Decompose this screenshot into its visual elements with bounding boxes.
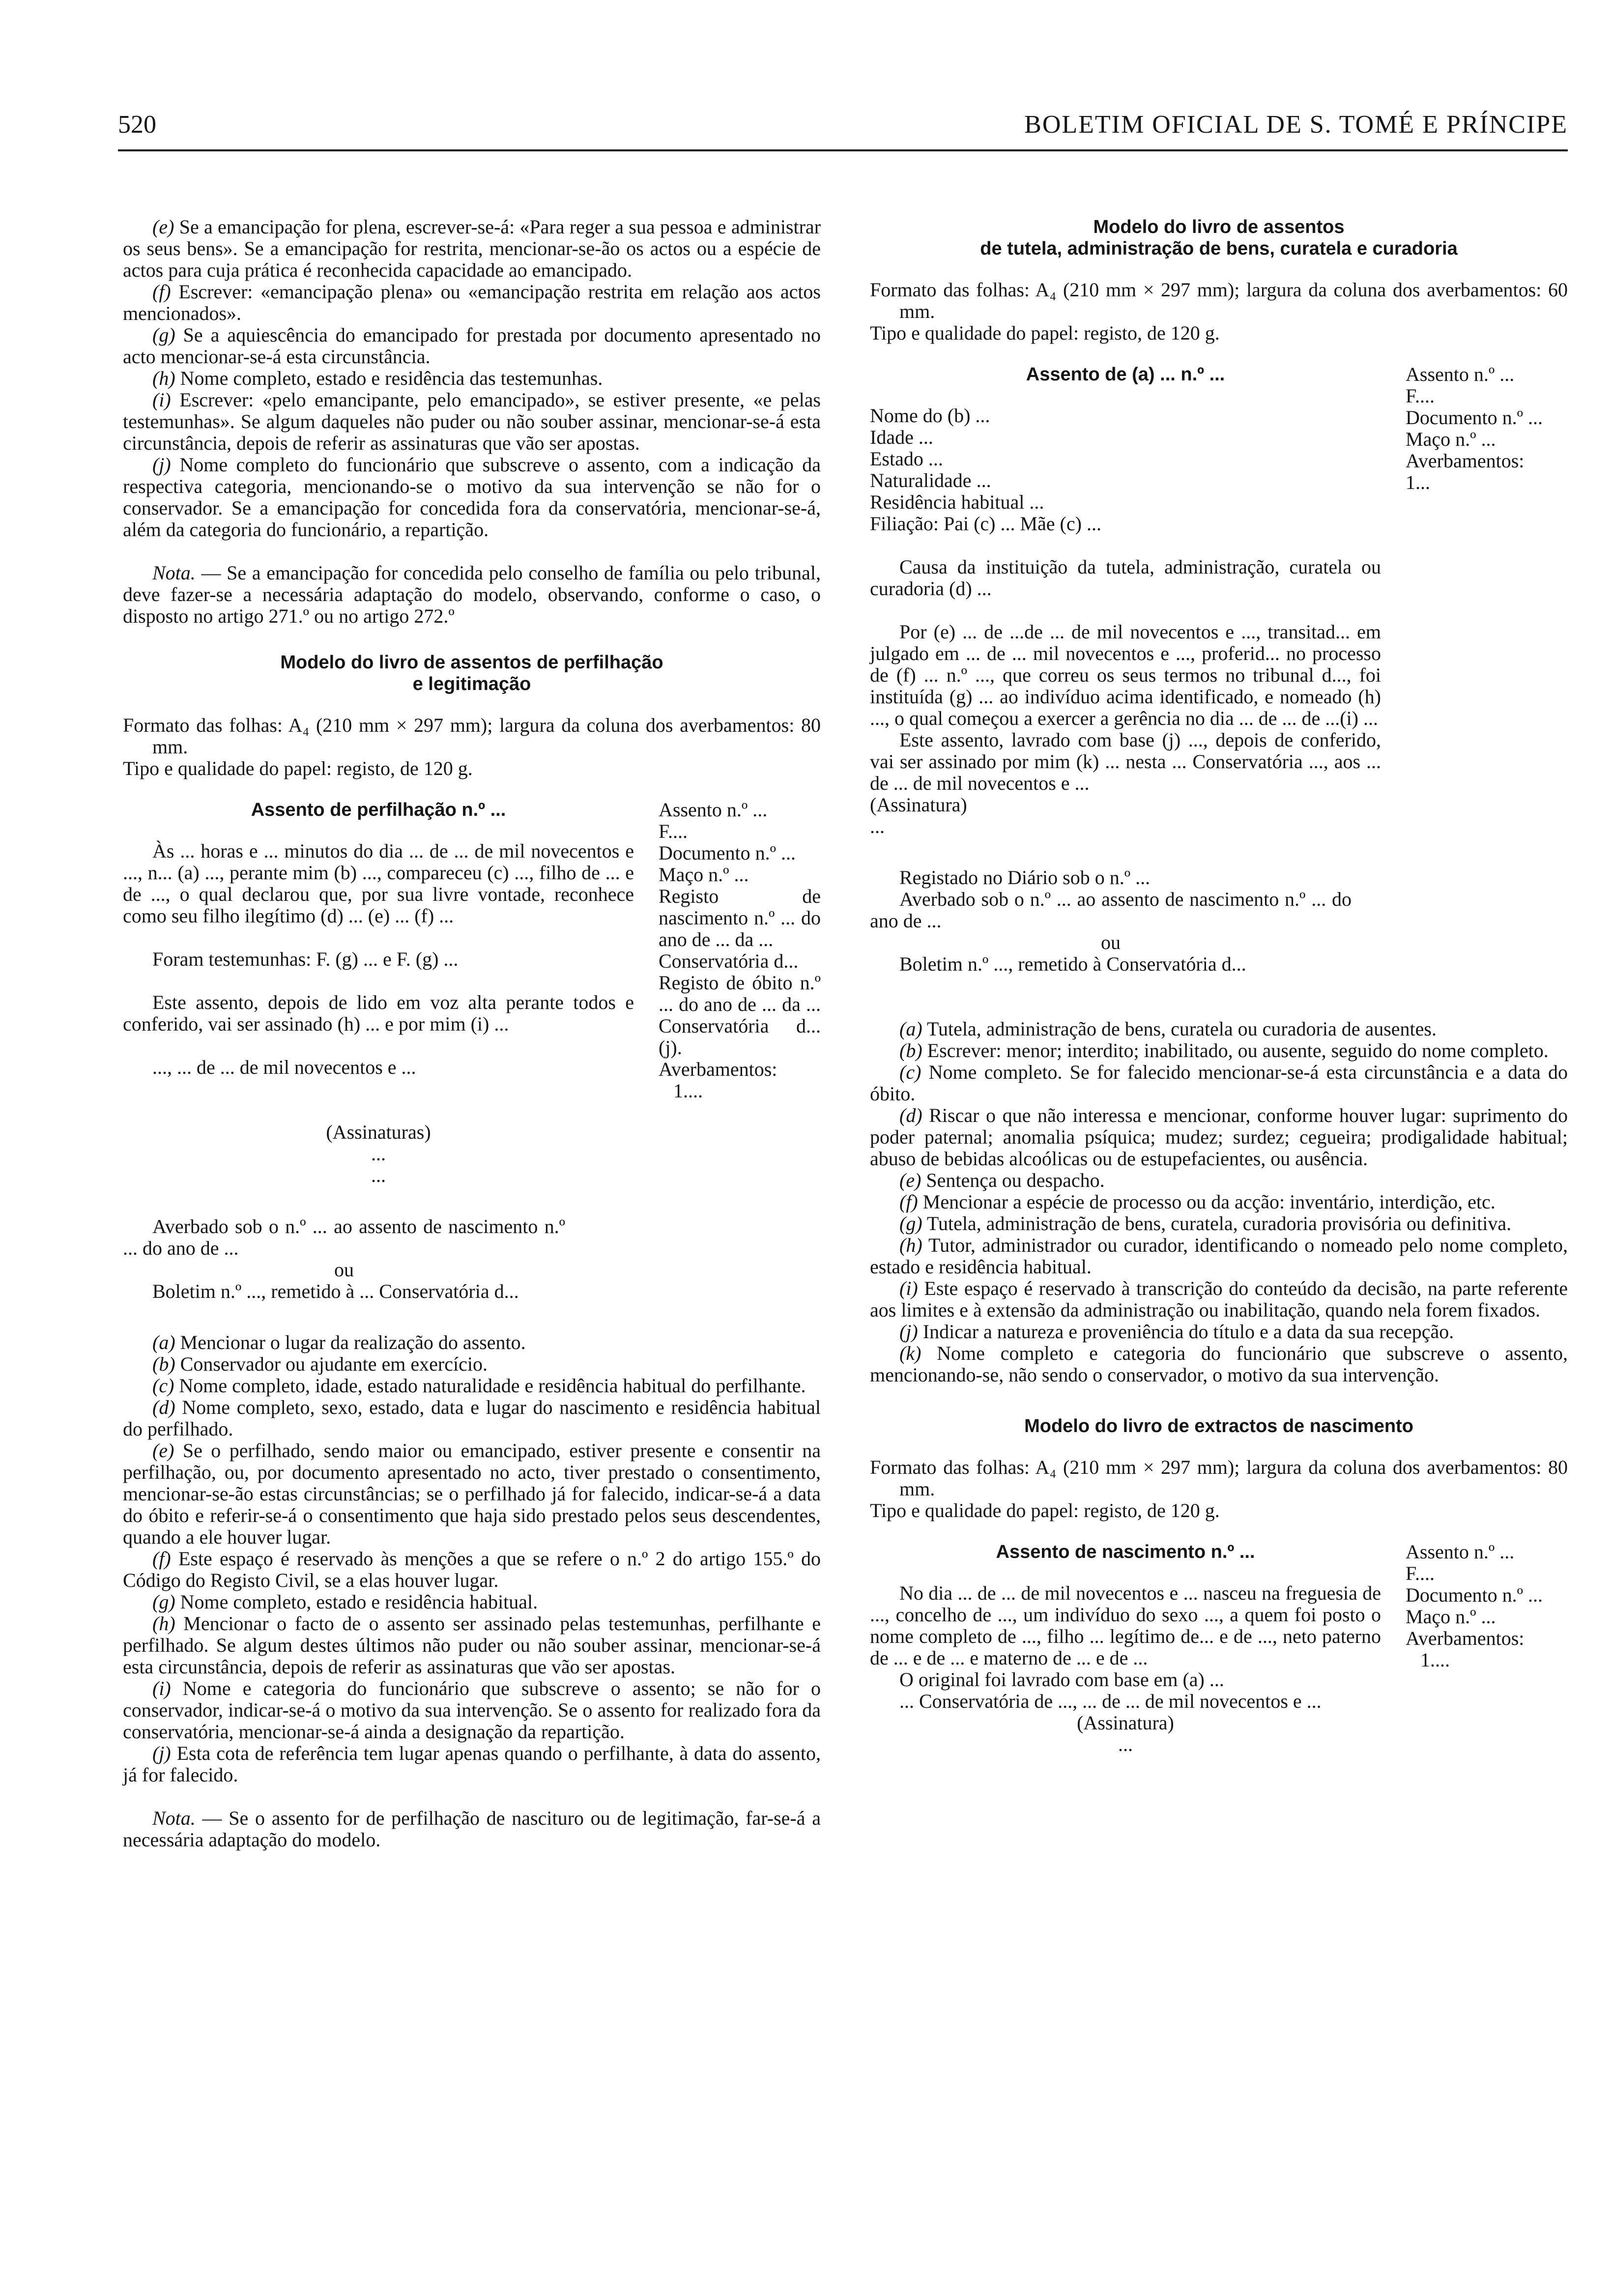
side-field: Maço n.º ... [1406, 428, 1496, 450]
nota-text: — Se a emancipação for concedida pelo conselho de família ou pelo tribunal, deve fazer-se a necessária adaptação do modelo, observando, conforme o caso, o disposto no artigo 271.º ou no artigo 272.º [123, 562, 821, 627]
signature-label: (Assinatura) [870, 794, 967, 816]
footnote-text: Indicar a natureza e proveniência do título e a data da sua recepção. [922, 1320, 1454, 1343]
note-text: Se a aquiescência do emancipado for prestada por documento apresentado no acto mencionar-se-á esta circunstância. [123, 324, 821, 368]
record-title: Assento de (a) ... n.º ... [1026, 364, 1225, 385]
footnote-label: (f) [152, 1548, 171, 1570]
footnote-label: (d) [152, 1396, 175, 1418]
intro-notes [123, 216, 821, 541]
right-column [870, 216, 1568, 1755]
original-line: O original foi lavrado com base em (a) ... [899, 1668, 1224, 1691]
format-line: Formato das folhas: A₄ (210 mm × 297 mm); largura da coluna dos averbamentos: 80 mm. [123, 714, 821, 758]
side-field: Registo de óbito n.º ... do ano de ... da ... Conservatória d... (j). [659, 972, 821, 1059]
record-closing: Este assento, depois de lido em voz alta perante todos e conferido, vai ser assinado (h) ... e por mim (i) ... [123, 991, 634, 1035]
footnote-label: (d) [899, 1104, 922, 1126]
footnote-text: Se o perfilhado, sendo maior ou emancipado, estiver presente e consentir na perfilhação, ou, por documento apresentado no acto, tiver prestado o consentimento, mencionar-se-ão estas circunstâncias; se o perfilhado já for falecido, indicar-se-á a data do óbito e referir-se-á o consentimento que haja sido prestado pelos seus descendentes, quando a ele houver lugar. [123, 1439, 821, 1548]
record-side-column [1406, 364, 1568, 837]
footnote-text: Nome completo, sexo, estado, data e lugar do nascimento e residência habitual do perfilhado. [123, 1396, 821, 1440]
model-title-line: Modelo do livro de assentos de perfilhação [280, 652, 663, 673]
footnote-text: Riscar o que não interessa e mencionar, conforme houver lugar: suprimento do poder paternal; anomalia psíquica; mudez; surdez; cegueira; prodigalidade habitual; abuso de bebidas alcoólicas ou de estupefacientes, ou ausência. [870, 1104, 1568, 1170]
footnote-label: (j) [152, 1742, 171, 1764]
footnote-text: Mencionar o lugar da realização do assento. [180, 1331, 526, 1353]
paper-line: Tipo e qualidade do papel: registo, de 120 g. [123, 757, 473, 779]
footnote-label: (a) [899, 1018, 922, 1040]
ellipsis: ... [870, 815, 885, 837]
side-field: Assento n.º ... [1406, 363, 1515, 385]
footnote-text: Mencionar a espécie de processo ou da acção: inventário, interdição, etc. [922, 1191, 1496, 1213]
footnote-text: Nome completo e categoria do funcionário que subscreve o assento, mencionando-se, não sendo o conservador, o motivo da sua intervenção. [870, 1342, 1568, 1386]
ou-line: ou [334, 1259, 354, 1281]
side-field: Assento n.º ... [659, 799, 768, 821]
record-body: No dia ... de ... de mil novecentos e ... nasceu na freguesia de ..., concelho de ..., um indivíduo do sexo ..., a quem foi posto o nome completo de ..., filho ... legítimo de... e de ..., neto paterno de ... e de ... e materno de ... e de ... [870, 1582, 1381, 1669]
model-heading-extractos: Modelo do livro de extractos de nascimento [1024, 1416, 1413, 1436]
footnote-text: Nome completo, idade, estado naturalidade e residência habitual do perfilhante. [179, 1375, 806, 1397]
side-field: Assento n.º ... [1406, 1541, 1515, 1563]
side-field: 1.... [673, 1080, 703, 1102]
footnote-text: Este espaço é reservado às menções a que se refere o n.º 2 do artigo 155.º do Código do Registo Civil, se a elas houver lugar. [123, 1548, 821, 1591]
ellipsis: ... [371, 1164, 386, 1186]
footnote-text: Mencionar o facto de o assento ser assinado pelas testemunhas, perfilhante e perfilhado. Se algum destes últimos não puder ou não souber assinar, mencionar-se-á esta circunstância, depois de referir as assinaturas que vão ser apostas. [123, 1612, 821, 1678]
model-title-line: Modelo do livro de assentos [1093, 217, 1345, 237]
record-field: Residência habitual ... [870, 491, 1044, 513]
format-spec [870, 279, 1568, 344]
footnote-label: (b) [152, 1353, 175, 1375]
footnote-label: (f) [899, 1191, 918, 1213]
side-field: Averbamentos: [1406, 450, 1525, 472]
nota-paragraph [123, 562, 821, 627]
record-field: Naturalidade ... [870, 469, 991, 491]
footnote-text: Tutela, administração de bens, curatela ou curadoria de ausentes. [926, 1018, 1437, 1040]
footnote-label: (h) [899, 1234, 922, 1256]
registado-line: Registado no Diário sob o n.º ... [899, 866, 1151, 889]
footnote-label: (c) [899, 1061, 921, 1083]
footnotes-perfilhacao [123, 1332, 821, 1786]
format-line: Formato das folhas: A₄ (210 mm × 297 mm); largura da coluna dos averbamentos: 80 mm. [870, 1456, 1568, 1500]
side-field: F.... [659, 820, 688, 842]
boletim-line: Boletim n.º ..., remetido à ... Conservatória d... [152, 1280, 519, 1302]
note-label: (j) [152, 454, 171, 476]
footnote-text: Nome completo. Se for falecido mencionar-se-á esta circunstância e a data do óbito. [870, 1061, 1568, 1105]
nota-label: Nota. [152, 1807, 196, 1829]
format-spec [123, 715, 821, 779]
signature-label: (Assinatura) [1077, 1712, 1174, 1734]
record-field: Estado ... [870, 448, 943, 470]
side-field: 1.... [1420, 1649, 1450, 1671]
record-field: Idade ... [870, 426, 933, 448]
ellipsis: ... [371, 1143, 386, 1165]
nota-paragraph [123, 1808, 821, 1851]
footnote-label: (g) [899, 1212, 922, 1234]
averbado-line: Averbado sob o n.º ... ao assento de nascimento n.º ... do ano de ... [123, 1215, 565, 1259]
model-title-line: de tutela, administração de bens, curatela e curadoria [980, 238, 1458, 259]
footnote-label: (i) [152, 1677, 171, 1699]
footnote-text: Esta cota de referência tem lugar apenas quando o perfilhante, à data do assento, já for falecido. [123, 1742, 821, 1786]
footnote-label: (c) [152, 1375, 174, 1397]
record-side-column [1406, 1541, 1568, 1755]
note-text: Nome completo, estado e residência das testemunhas. [180, 367, 603, 389]
record-side-column [659, 799, 821, 1186]
note-label: (i) [152, 389, 171, 411]
ou-line: ou [1101, 931, 1121, 953]
record-title: Assento de nascimento n.º ... [996, 1542, 1255, 1562]
side-field: Registo de nascimento n.º ... do ano de ... da ... [659, 885, 821, 950]
record-title: Assento de perfilhação n.º ... [251, 800, 506, 820]
averbado-line: Averbado sob o n.º ... ao assento de nascimento n.º ... do ano de ... [870, 888, 1352, 932]
nota-label: Nota. [152, 562, 196, 584]
side-field: F.... [1406, 1562, 1435, 1584]
side-field: Maço n.º ... [659, 863, 749, 886]
record-field: Filiação: Pai (c) ... Mãe (c) ... [870, 513, 1101, 535]
record-template-perfilhacao [123, 799, 821, 1186]
record-template-nascimento [870, 1541, 1568, 1755]
side-field: Documento n.º ... [1406, 406, 1543, 429]
footnote-text: Tutor, administrador ou curador, identificando o nomeado pelo nome completo, estado e residência habitual. [870, 1234, 1568, 1278]
footnote-text: Sentença ou despacho. [926, 1169, 1105, 1191]
side-field: F.... [1406, 385, 1435, 407]
note-text: Nome completo do funcionário que subscreve o assento, com a indicação da respectiva categoria, mencionando-se o motivo da sua intervenção se não for o conservador. Se a emancipação for concedida fora da conservatória, mencionar-se-á, além da categoria do funcionário, a repartição. [123, 454, 821, 541]
page-number: 520 [118, 111, 156, 139]
side-field: Documento n.º ... [1406, 1584, 1543, 1606]
footnote-label: (i) [899, 1277, 918, 1299]
footnote-text: Este espaço é reservado à transcrição do conteúdo da decisão, na parte referente aos limites e à extensão da administração ou inabilitação, quando nela forem fixados. [870, 1277, 1568, 1321]
format-line: Formato das folhas: A₄ (210 mm × 297 mm); largura da coluna dos averbamentos: 60 mm. [870, 279, 1568, 322]
footnote-label: (e) [899, 1169, 921, 1191]
model-title-line: e legitimação [412, 674, 531, 694]
record-body: Às ... horas e ... minutos do dia ... de ... de mil novecentos e ..., n... (a) ..., perante mim (b) ..., compareceu (c) ..., filho de ... e de ..., o qual declarou que, por sua livre vontade, reconhece como seu filho ilegítimo (d) ... (e) ... (f) ... [123, 840, 634, 927]
footnote-text: Escrever: menor; interdito; inabilitado, ou ausente, seguido do nome completo. [927, 1039, 1549, 1062]
note-label: (e) [152, 216, 174, 238]
paper-line: Tipo e qualidade do papel: registo, de 120 g. [870, 322, 1220, 344]
footnotes-tutela [870, 1018, 1568, 1386]
registado-block [870, 867, 1352, 975]
footnote-text: Conservador ou ajudante em exercício. [180, 1353, 488, 1375]
footnote-label: (a) [152, 1331, 175, 1353]
boletim-line: Boletim n.º ..., remetido à Conservatória d... [899, 953, 1246, 975]
nota-text: — Se o assento for de perfilhação de nascituro ou de legitimação, far-se-á a necessária adaptação do modelo. [123, 1807, 821, 1851]
side-field: Conservatória d... [659, 950, 799, 972]
footnote-label: (j) [899, 1320, 918, 1343]
format-spec [870, 1457, 1568, 1521]
side-field: Maço n.º ... [1406, 1606, 1496, 1628]
side-field: 1... [1406, 471, 1430, 493]
note-text: Se a emancipação for plena, escrever-se-á: «Para reger a sua pessoa e administrar os seus bens». Se a emancipação for restrita, mencionar-se-ão os actos ou a espécie de actos para cuja prática é reconhecida capacidade ao emancipado. [123, 216, 821, 281]
note-label: (f) [152, 281, 171, 303]
side-field: Averbamentos: [659, 1058, 777, 1080]
footnote-label: (e) [152, 1439, 174, 1462]
model-heading-tutela [870, 216, 1568, 259]
footnote-text: Tutela, administração de bens, curatela, curadoria provisória ou definitiva. [926, 1212, 1512, 1234]
footnote-text: Nome e categoria do funcionário que subscreve o assento; se não for o conservador, indicar-se-á o motivo da sua intervenção. Se o assento for realizado fora da conservatória, mencionar-se-á ainda a designação da repartição. [123, 1677, 821, 1743]
signatures-label: (Assinaturas) [326, 1121, 431, 1143]
conservatoria-line: ... Conservatória de ..., ... de ... de mil novecentos e ... [899, 1690, 1322, 1712]
decision-text: Por (e) ... de ...de ... de mil novecentos e ..., transitad... em julgado em ... de ... mil novecentos e ..., proferid... no processo de (f) ... n.º ..., que correu os seus termos no tribunal d..., foi instituída (g) ... ao indivíduo acima identificado, e nomeado (h) ..., o qual começou a exercer a gerência no dia ... de ... de ...(i) ... [870, 621, 1381, 729]
record-closing: Este assento, lavrado com base (j) ..., depois de conferido, vai ser assinado por mim (k) ... nesta ... Conservatória ..., aos ... de ... de mil novecentos e ... [870, 729, 1381, 794]
note-text: Escrever: «pelo emancipante, pelo emancipado», se estiver presente, «e pelas testemunhas». Se algum daqueles não puder ou não souber assinar, mencionar-se-á esta circunstância, depois de referir as assinaturas que vão ser apostas. [123, 389, 821, 454]
footnote-label: (k) [899, 1342, 921, 1364]
paper-line: Tipo e qualidade do papel: registo, de 120 g. [870, 1499, 1220, 1521]
ellipsis: ... [1118, 1733, 1133, 1755]
note-label: (g) [152, 324, 175, 346]
date-line: ..., ... de ... de mil novecentos e ... [152, 1056, 416, 1078]
footnote-label: (g) [152, 1591, 175, 1613]
footnote-label: (b) [899, 1039, 922, 1062]
side-field: Documento n.º ... [659, 842, 796, 864]
footnote-text: Nome completo, estado e residência habitual. [180, 1591, 538, 1613]
left-column [123, 216, 821, 1851]
note-text: Escrever: «emancipação plena» ou «emancipação restrita em relação aos actos mencionados». [123, 281, 821, 324]
note-label: (h) [152, 367, 175, 389]
record-field: Nome do (b) ... [870, 404, 990, 427]
footnote-label: (h) [152, 1612, 175, 1635]
model-heading-perfilhacao [123, 652, 821, 695]
record-template-tutela [870, 364, 1568, 837]
witnesses-line: Foram testemunhas: F. (g) ... e F. (g) ... [152, 948, 459, 970]
publication-title: BOLETIM OFICIAL DE S. TOMÉ E PRÍNCIPE [1024, 111, 1568, 139]
averbado-block [123, 1216, 565, 1302]
cause-line: Causa da instituição da tutela, administração, curatela ou curadoria (d) ... [870, 556, 1381, 600]
side-field: Averbamentos: [1406, 1627, 1525, 1649]
page-header [118, 111, 1568, 151]
